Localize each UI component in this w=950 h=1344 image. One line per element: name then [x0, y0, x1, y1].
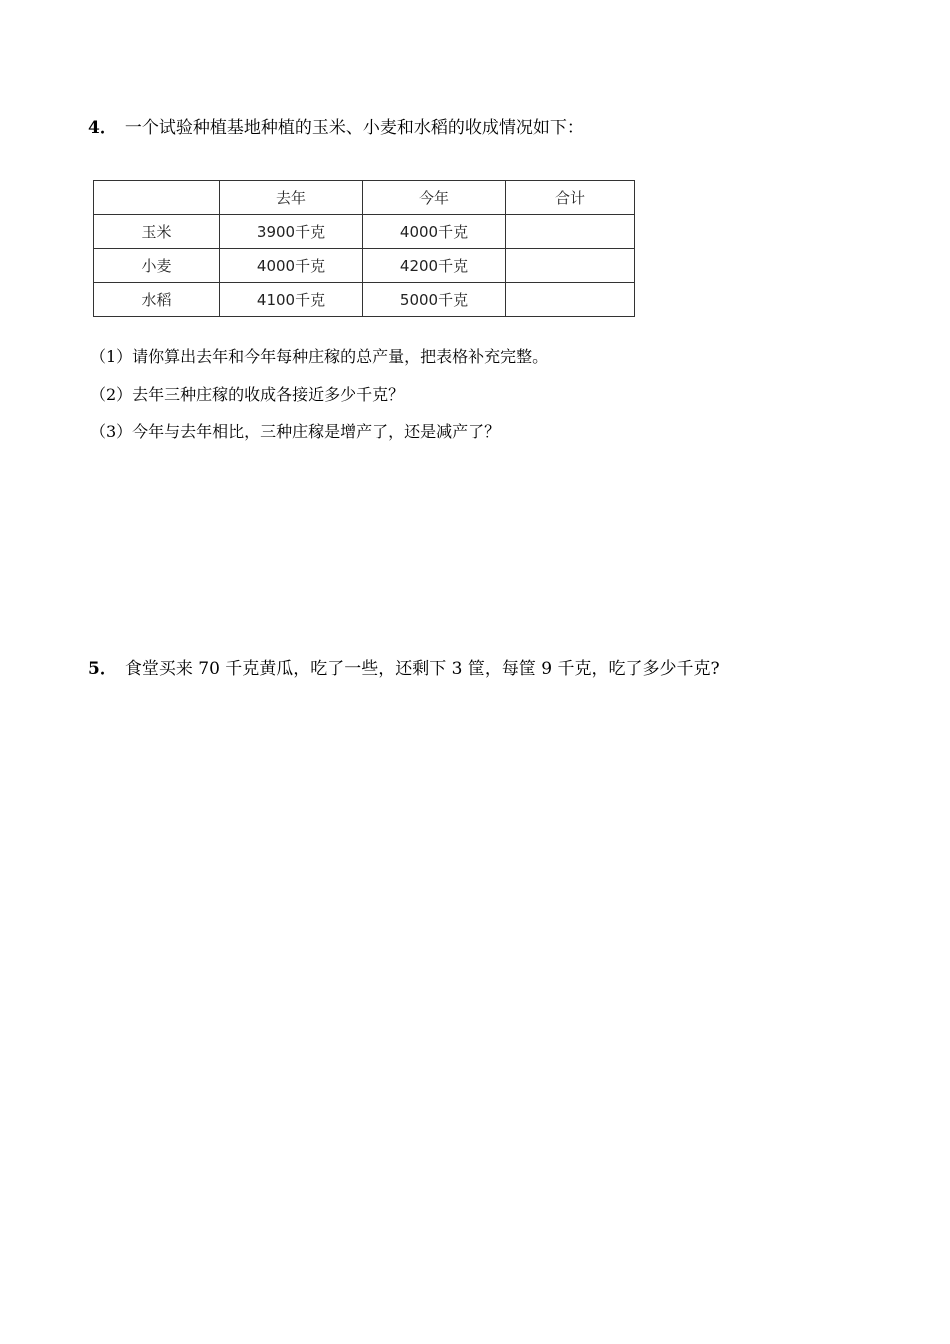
table-header-cell: 合计: [506, 181, 635, 215]
table-cell-last-year: 3900千克: [220, 215, 363, 249]
table-cell-last-year: 4100千克: [220, 283, 363, 317]
table-cell-last-year: 4000千克: [220, 249, 363, 283]
question-5-number: 5．: [88, 659, 117, 679]
table-header-cell: 去年: [220, 181, 363, 215]
sub-question-1: （1）请你算出去年和今年每种庄稼的总产量，把表格补充完整。: [90, 347, 549, 366]
table-cell-crop: 水稻: [94, 283, 220, 317]
table-cell-this-year: 5000千克: [363, 283, 506, 317]
table-cell-total: [506, 249, 635, 283]
table-cell-this-year: 4200千克: [363, 249, 506, 283]
table-header-cell: [94, 181, 220, 215]
table-header-row: [94, 181, 635, 215]
sub-question-2: （2）去年三种庄稼的收成各接近多少千克？: [90, 385, 405, 404]
question-5-text: 食堂买来 70 千克黄瓜，吃了一些，还剩下 3 筐，每筐 9 千克，吃了多少千克?: [124, 659, 720, 679]
question-4: [88, 117, 584, 139]
question-5: [88, 658, 720, 680]
sub-question-3: （3）今年与去年相比，三种庄稼是增产了，还是减产了？: [90, 422, 501, 441]
question-4-text: 一个试验种植基地种植的玉米、小麦和水稻的收成情况如下：: [124, 118, 584, 138]
table-header-cell: 今年: [363, 181, 506, 215]
table-cell-this-year: 4000千克: [363, 215, 506, 249]
table-cell-total: [506, 215, 635, 249]
table-row: [94, 215, 635, 249]
question-4-number: 4．: [88, 118, 117, 138]
table-cell-total: [506, 283, 635, 317]
table-row: [94, 249, 635, 283]
table-cell-crop: 小麦: [94, 249, 220, 283]
table-row: [94, 283, 635, 317]
table-cell-crop: 玉米: [94, 215, 220, 249]
harvest-table: [93, 180, 635, 317]
